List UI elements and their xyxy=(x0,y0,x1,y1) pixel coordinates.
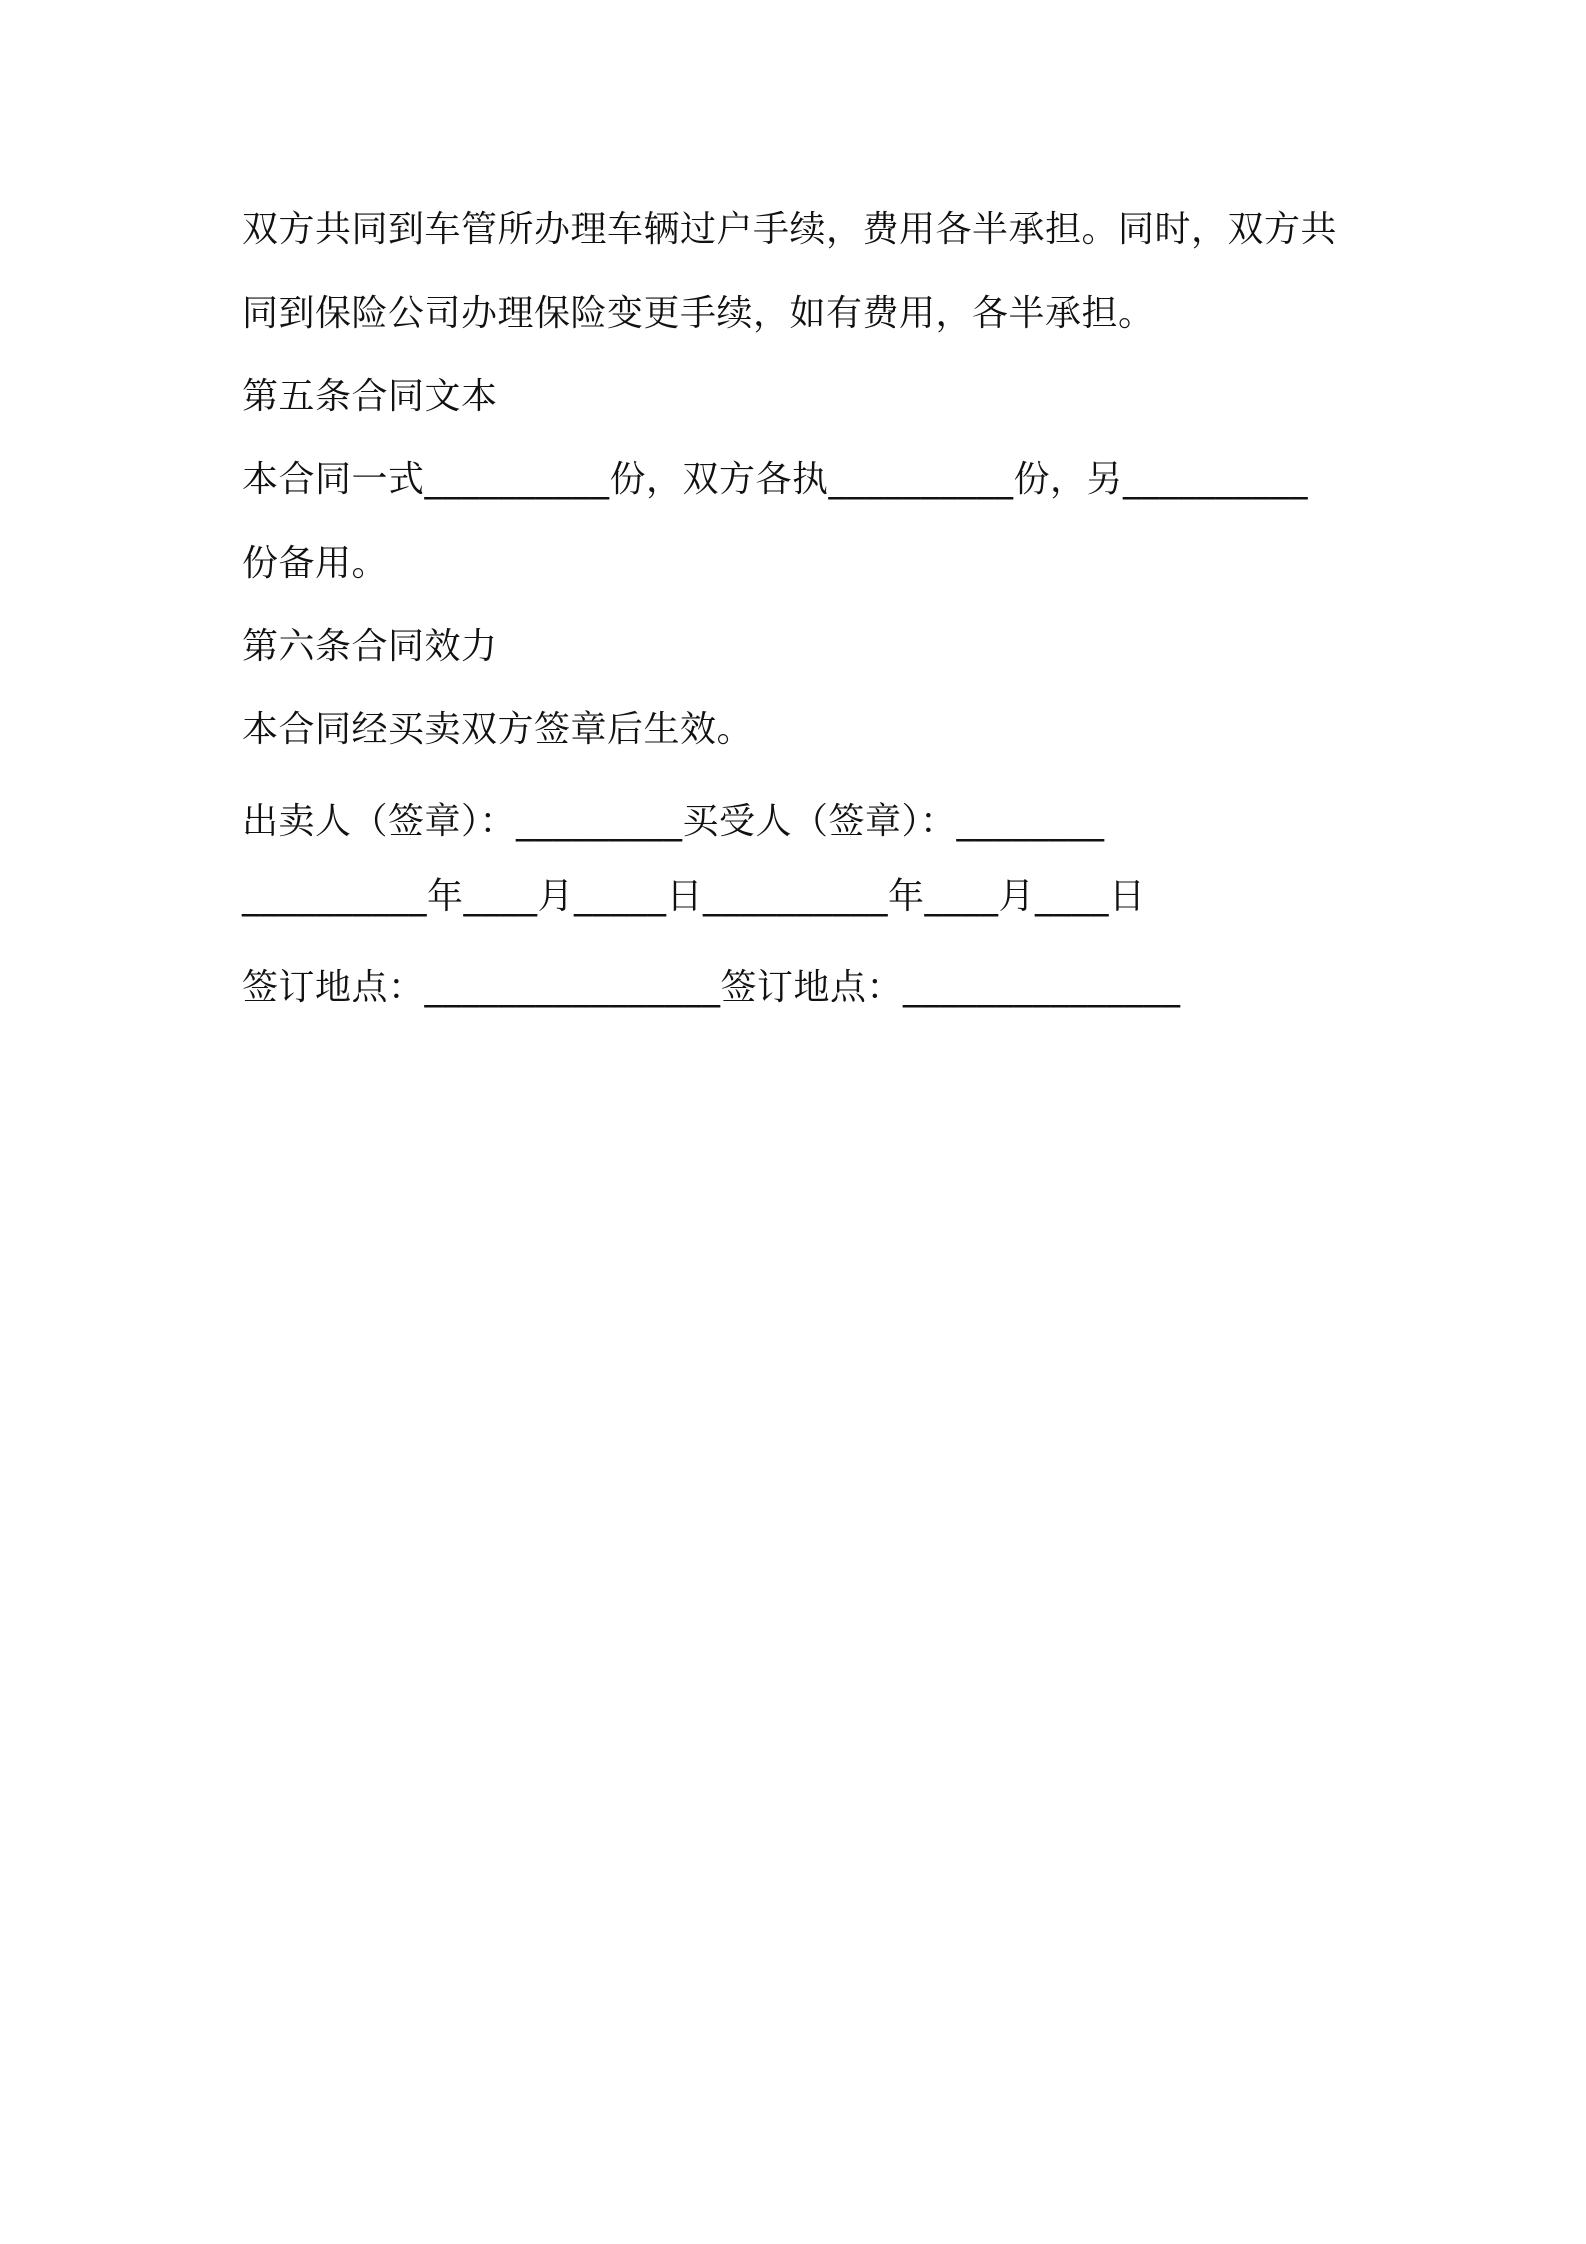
article-5-copies-line-2: 份备用。 xyxy=(242,543,389,584)
signing-location-line: 签订地点：________________签订地点：_______________ xyxy=(242,967,1181,1008)
article-6-effect-text: 本合同经买卖双方签章后生效。 xyxy=(242,709,754,750)
date-line: __________年____月_____日__________年____月____日 xyxy=(242,876,1146,917)
article-5-copies-line-1: 本合同一式__________份，双方各执__________份，另__________ xyxy=(242,459,1309,500)
article-6-heading: 第六条合同效力 xyxy=(242,626,498,667)
paragraph-transfer-procedure-line-1: 双方共同到车管所办理车辆过户手续，费用各半承担。同时，双方共 xyxy=(242,209,1338,250)
paragraph-transfer-procedure-line-2: 同到保险公司办理保险变更手续，如有费用，各半承担。 xyxy=(242,293,1155,334)
article-5-heading: 第五条合同文本 xyxy=(242,376,498,417)
signature-line: 出卖人（签章）：_________买受人（签章）：________ xyxy=(242,801,1105,842)
